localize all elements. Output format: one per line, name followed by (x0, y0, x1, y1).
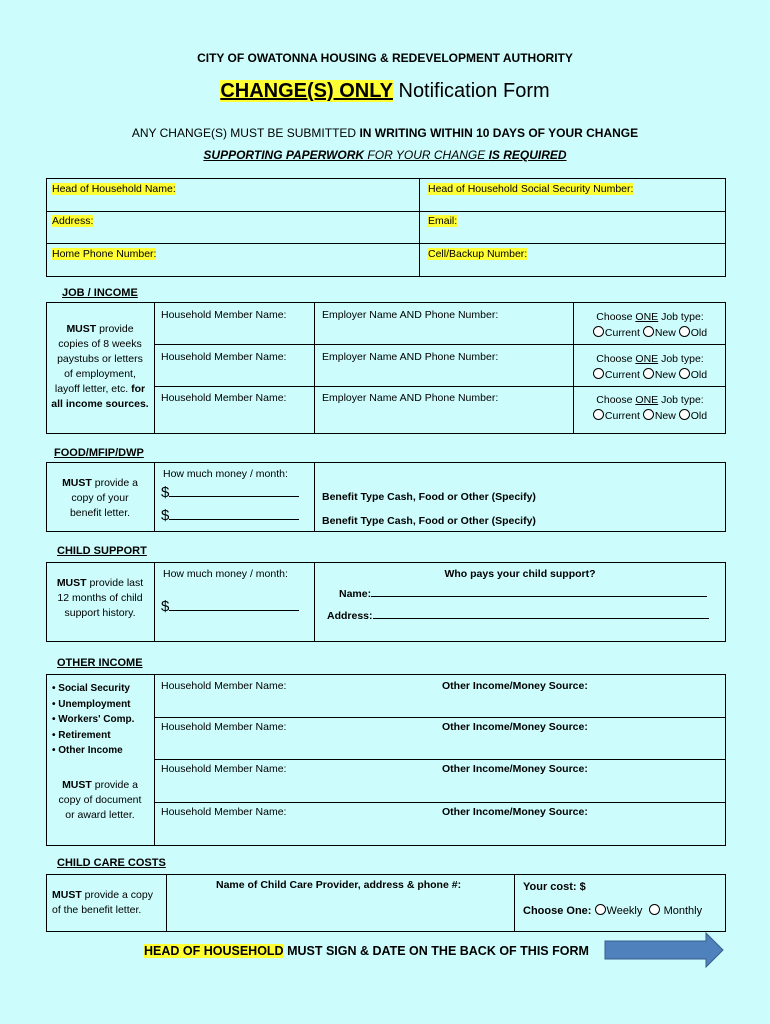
food-note: MUST provide a copy of your benefit letter. (62, 477, 138, 519)
radio-icon[interactable] (643, 368, 654, 379)
other-source-1[interactable]: Other Income/Money Source: (442, 680, 588, 692)
notice-line-1 (0, 126, 770, 140)
radio-old-1[interactable]: Old (679, 327, 707, 339)
job-income-note: MUST provide copies of 8 weeks paystubs or letters of employment, layoff letter, etc. for all income sources. (51, 323, 149, 410)
child-support-amount[interactable]: $ (161, 598, 299, 615)
form-title-rest: Notification Form (392, 80, 550, 102)
notice-2a: SUPPORTING PAPERWORK (203, 148, 365, 162)
radio-current-3[interactable]: Current (593, 410, 640, 422)
other-member-name-3[interactable]: Household Member Name: (161, 763, 287, 775)
child-support-money-label: How much money / month: (163, 568, 288, 580)
radio-icon[interactable] (643, 326, 654, 337)
food-money-label: How much money / month: (163, 468, 288, 480)
radio-icon[interactable] (679, 409, 690, 420)
arrow-right-icon (604, 932, 724, 968)
other-source-2[interactable]: Other Income/Money Source: (442, 721, 588, 733)
other-member-name-4[interactable]: Household Member Name: (161, 806, 287, 818)
food-label: FOOD/MFIP/DWP (54, 447, 144, 459)
food-amount-1[interactable]: $ (161, 484, 299, 501)
other-source-3[interactable]: Other Income/Money Source: (442, 763, 588, 775)
radio-old-2[interactable]: Old (679, 369, 707, 381)
radio-new-1[interactable]: New (643, 327, 676, 339)
radio-icon[interactable] (593, 368, 604, 379)
radio-icon[interactable] (649, 904, 660, 915)
radio-icon[interactable] (593, 326, 604, 337)
job-member-name-1[interactable]: Household Member Name: (161, 309, 287, 321)
child-care-frequency: Choose One: Weekly Monthly (523, 905, 703, 917)
other-member-name-1[interactable]: Household Member Name: (161, 680, 287, 692)
radio-new-2[interactable]: New (643, 369, 676, 381)
cell-phone-field[interactable]: Cell/Backup Number: (428, 248, 528, 260)
radio-weekly[interactable]: Weekly (595, 905, 643, 917)
child-support-who: Who pays your child support? (444, 568, 596, 580)
food-amount-2[interactable]: $ (161, 507, 299, 524)
other-income-note: MUST provide a copy of document or award letter. (58, 779, 142, 821)
radio-current-1[interactable]: Current (593, 327, 640, 339)
job-type-2: Choose ONE Job type: Current New Old (574, 351, 726, 383)
notice-2c: IS REQUIRED (488, 148, 567, 162)
home-phone-field[interactable]: Home Phone Number: (52, 248, 157, 260)
notice-1a: ANY CHANGE(S) MUST BE SUBMITTED (131, 126, 360, 140)
head-name-field[interactable]: Head of Household Name: (52, 183, 176, 195)
notice-2b: FOR YOUR CHANGE (364, 148, 489, 162)
radio-icon[interactable] (643, 409, 654, 420)
job-type-1: Choose ONE Job type: Current New Old (574, 309, 726, 341)
job-type-3: Choose ONE Job type: Current New Old (574, 392, 726, 424)
bullet-item: • Social Security (52, 683, 130, 694)
child-care-note: MUST provide a copy of the benefit letter. (52, 889, 153, 916)
other-income-bullets (52, 681, 134, 759)
other-source-4[interactable]: Other Income/Money Source: (442, 806, 588, 818)
job-member-name-3[interactable]: Household Member Name: (161, 392, 287, 404)
job-employer-1[interactable]: Employer Name AND Phone Number: (322, 309, 499, 321)
bullet-item: • Unemployment (52, 698, 131, 710)
radio-icon[interactable] (593, 409, 604, 420)
bullet-item: • Workers' Comp. (52, 714, 135, 725)
radio-icon[interactable] (679, 368, 690, 379)
job-income-label: JOB / INCOME (62, 287, 138, 299)
child-support-payer-name[interactable]: Name: (339, 588, 707, 600)
child-care-provider[interactable]: Name of Child Care Provider, address & phone #: (216, 879, 462, 891)
child-care-label: CHILD CARE COSTS (57, 857, 166, 869)
child-support-payer-address[interactable]: Address: (327, 610, 709, 622)
radio-new-3[interactable]: New (643, 410, 676, 422)
radio-old-3[interactable]: Old (679, 410, 707, 422)
footer-instruction: HEAD OF HOUSEHOLD MUST SIGN & DATE ON THE BACK OF THIS FORM (144, 944, 589, 958)
email-field[interactable]: Email: (428, 215, 458, 227)
form-title (0, 80, 770, 103)
authority-title: CITY OF OWATONNA HOUSING & REDEVELOPMENT AUTHORITY (197, 51, 573, 65)
notice-line-2 (0, 148, 770, 162)
radio-icon[interactable] (679, 326, 690, 337)
bullet-item: • Other Income (52, 745, 123, 756)
child-support-note: MUST provide last 12 months of child support history. (56, 577, 144, 619)
child-care-cost[interactable]: Your cost: $ (523, 881, 586, 893)
radio-icon[interactable] (595, 904, 606, 915)
radio-current-2[interactable]: Current (593, 369, 640, 381)
notice-1b: IN WRITING WITHIN 10 DAYS OF YOUR CHANGE (359, 126, 639, 140)
bullet-item: • Retirement (52, 729, 111, 741)
other-income-label: OTHER INCOME (57, 657, 143, 669)
job-employer-2[interactable]: Employer Name AND Phone Number: (322, 351, 499, 363)
address-field[interactable]: Address: (52, 215, 94, 227)
other-member-name-2[interactable]: Household Member Name: (161, 721, 287, 733)
food-benefit-type-2[interactable]: Benefit Type Cash, Food or Other (Specify) (322, 515, 536, 527)
radio-monthly[interactable]: Monthly (649, 905, 703, 917)
job-member-name-2[interactable]: Household Member Name: (161, 351, 287, 363)
food-benefit-type-1[interactable]: Benefit Type Cash, Food or Other (Specify) (322, 491, 536, 503)
form-title-emph: CHANGE(S) ONLY (220, 80, 393, 102)
job-employer-3[interactable]: Employer Name AND Phone Number: (322, 392, 499, 404)
child-support-label: CHILD SUPPORT (57, 545, 147, 557)
ssn-field[interactable]: Head of Household Social Security Number: (428, 183, 634, 195)
